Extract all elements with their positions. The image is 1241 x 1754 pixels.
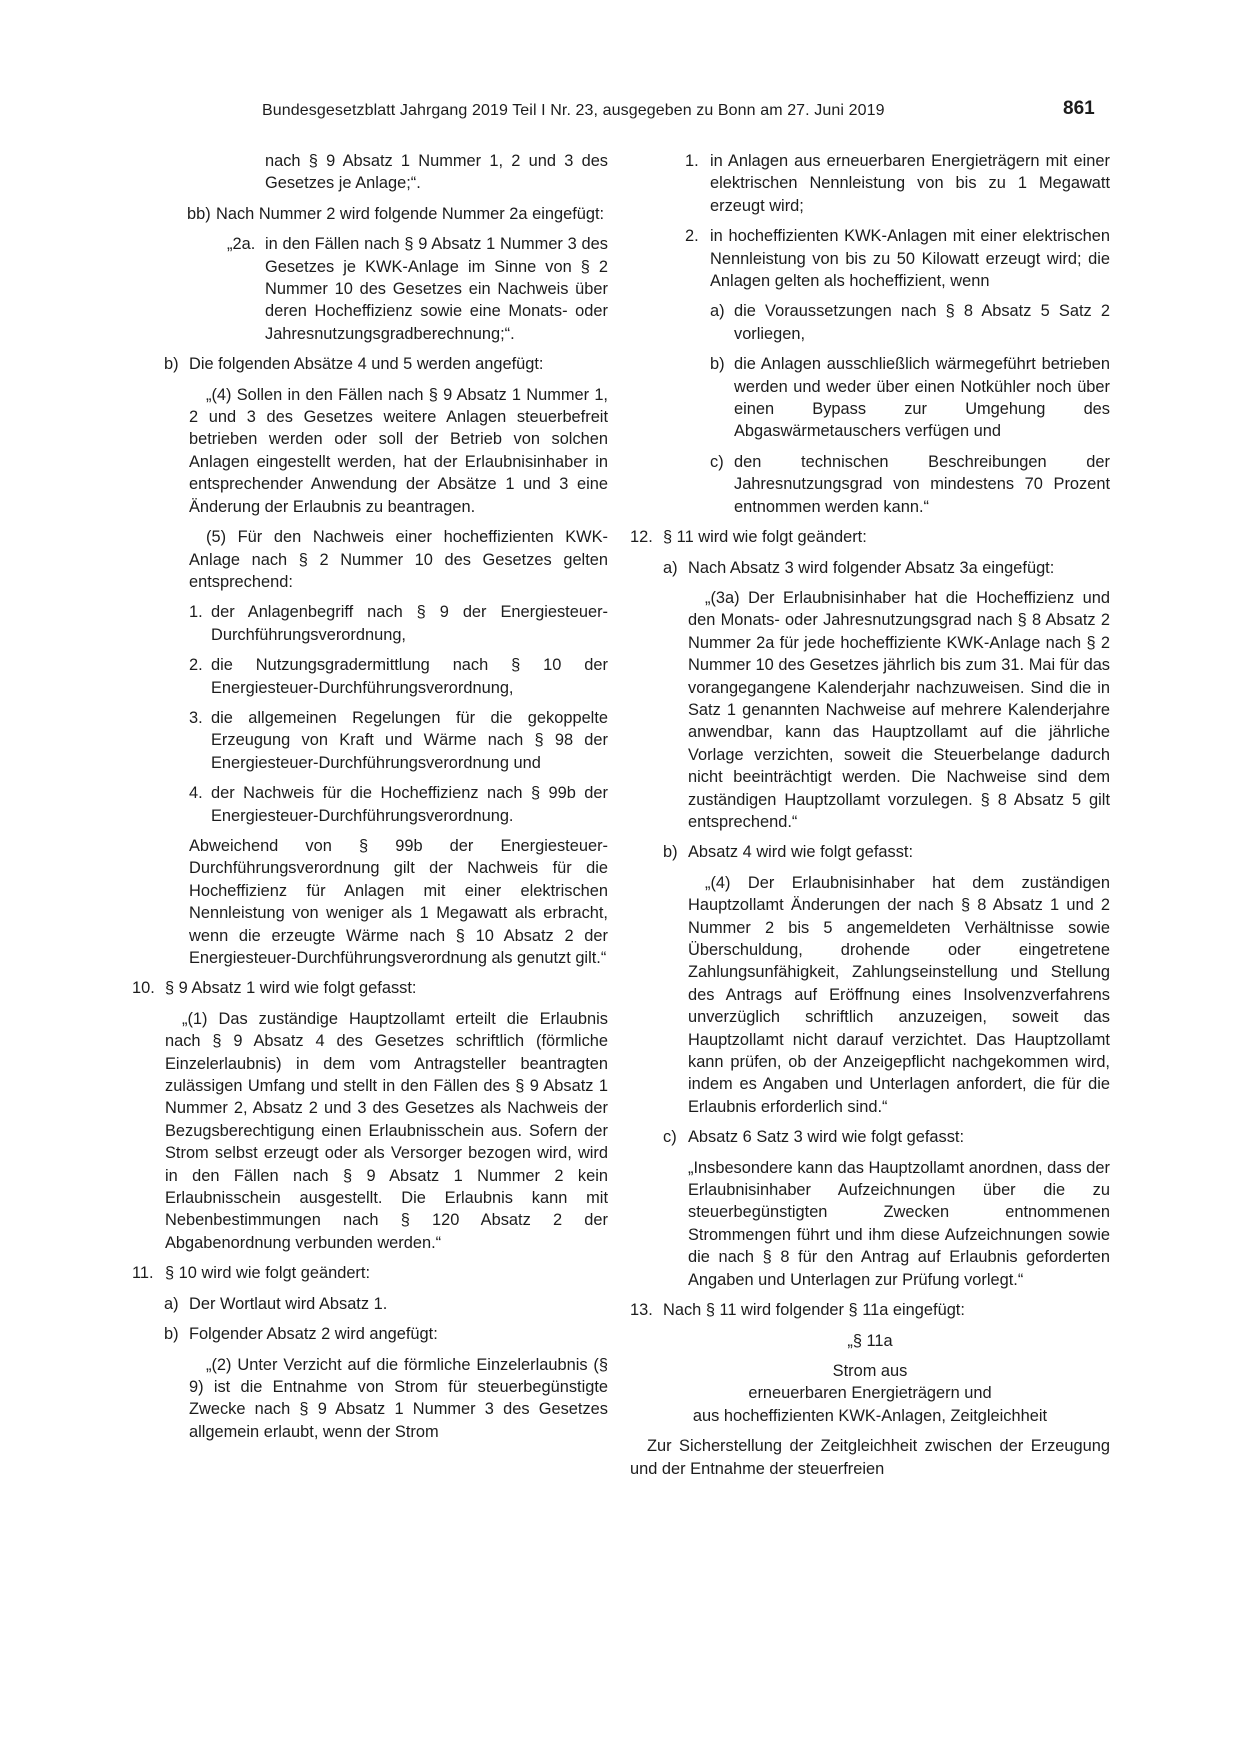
paragraph-3a: „(3a) Der Erlaubnisinhaber hat die Hocheffizienz und den Monats- oder Jahresnutzungsgrad nach § 8 Absatz 2 Nummer 2a für jede hocheffiziente KWK-Anlage nach § 2 Nummer 10 des Gesetzes jährlich bis zum 31. Mai für das vorangegangene Kalenderjahr nachzuweisen. Sind die in Satz 1 genannten Nachweise auf mehrere Kalenderjahre anwendbar, kann das Hauptzollamt auf die jährliche Vorlage verzichten, soweit die Steuerbelange dadurch nicht beeinträchtigt werden. Die Nachweise sind dem zuständigen Hauptzollamt vorzulegen. § 8 Absatz 5 gilt entsprechend.“: [688, 588, 1110, 831]
continuation-text: nach § 9 Absatz 1 Nummer 1, 2 und 3 des Gesetzes je Anlage;“.: [265, 152, 608, 193]
item-text: in den Fällen nach § 9 Absatz 1 Nummer 3 des Gesetzes je KWK-Anlage im Sinne von § 2 Nummer 10 des Gesetzes ein Nachweis über deren Hocheffizienz sowie eine Monats- oder Jahresnutzungsgradberechnung;“.: [265, 235, 608, 343]
item-text: Absatz 4 wird wie folgt gefasst:: [688, 843, 914, 862]
item-12: [630, 526, 1110, 548]
item-text: in hocheffizienten KWK-Anlagen mit einer elektrischen Nennleistung von bis zu 50 Kilowatt erzeugt wird; die Anlagen gelten als hocheffizient, wenn: [710, 227, 1110, 291]
section-title-line: erneuerbaren Energieträgern und: [748, 1384, 992, 1403]
item-12c: [663, 1126, 1110, 1148]
item-label: 11.: [132, 1264, 154, 1283]
item-11b: [164, 1323, 608, 1345]
item-label: a): [164, 1294, 179, 1313]
item-text: Der Wortlaut wird Absatz 1.: [189, 1294, 388, 1313]
item-text: die Voraussetzungen nach § 8 Absatz 5 Satz 2 vorliegen,: [734, 302, 1110, 343]
item-label: bb): [187, 204, 211, 223]
paragraph-9-1: „(1) Das zuständige Hauptzollamt erteilt die Erlaubnis nach § 9 Absatz 4 des Gesetzes schriftlich (förmliche Einzelerlaubnis) in dem vom Antragsteller beantragten zulässigen Umfang und stellt in den Fällen des § 9 Absatz 1 Nummer 2, Absatz 2 und 3 des Gesetzes als Nachweis der Bezugsberechtigung einen Erlaubnisschein aus. Sofern der Strom selbst erzeugt oder als Versorger bezogen wird, wird in den Fällen nach § 9 Absatz 1 Nummer 2 kein Erlaubnisschein ausgestellt. Die Erlaubnis kann mit Nebenbestimmungen nach § 120 Absatz 2 der Abgabenordnung verbunden werden.“: [165, 1009, 608, 1252]
item-label: 1.: [189, 603, 203, 622]
list-item: [710, 300, 1110, 345]
item-label: 2.: [685, 227, 699, 246]
list-item: [710, 353, 1110, 443]
item-label: b): [164, 1325, 179, 1344]
item-text: Die folgenden Absätze 4 und 5 werden angefügt:: [189, 355, 544, 374]
page-header: Bundesgesetzblatt Jahrgang 2019 Teil I Nr. 23, ausgegeben zu Bonn am 27. Juni 2019: [262, 102, 885, 119]
item-label: b): [710, 355, 725, 374]
item-12a: [663, 557, 1110, 579]
paragraph-6-3: „Insbesondere kann das Hauptzollamt anordnen, dass der Erlaubnisinhaber Aufzeichnungen über die zu steuerbegünstigten Zwecken entnommenen Strommengen führt und ihm diese Aufzeichnungen sowie die nach § 8 für den Antrag auf Erlaubnis geforderten Angaben und Unterlagen zur Prüfung vorlegt.“: [688, 1158, 1110, 1289]
section-title: [630, 1360, 1110, 1427]
paragraph-abweichend: Abweichend von § 99b der Energiesteuer-Durchführungsverordnung gilt der Nachweis für die Hocheffizienz für Anlagen mit einer elektrischen Nennleistung von weniger als 1 Megawatt als erbracht, wenn die erzeugte Wärme nach § 10 Absatz 2 der Energiesteuer-Durchführungsverordnung als genutzt gilt.“: [189, 836, 608, 967]
item-label: a): [710, 302, 725, 321]
paragraph-10-2: „(2) Unter Verzicht auf die förmliche Einzelerlaubnis (§ 9) ist die Entnahme von Strom für steuerbegünstigte Zwecke nach § 9 Absatz 1 Nummer 3 des Gesetzes allgemein erlaubt, wenn der Strom: [189, 1355, 608, 1441]
item-text: § 10 wird wie folgt geändert:: [165, 1264, 371, 1283]
item-label: b): [663, 843, 678, 862]
list-item: [685, 225, 1110, 292]
section-title-line: Strom aus: [832, 1361, 908, 1380]
item-text: Folgender Absatz 2 wird angefügt:: [189, 1325, 438, 1344]
item-label: 4.: [189, 784, 203, 803]
page-number: 861: [1063, 98, 1095, 119]
item-11: [132, 1262, 608, 1284]
list-item: [189, 601, 608, 646]
item-label: 2.: [189, 656, 203, 675]
section-body: Zur Sicherstellung der Zeitgleichheit zwischen der Erzeugung und der Entnahme der steuerfreien: [630, 1437, 1110, 1478]
item-text: Nach Absatz 3 wird folgender Absatz 3a eingefügt:: [688, 558, 1055, 577]
paragraph-abs5: (5) Für den Nachweis einer hocheffizienten KWK-Anlage nach § 2 Nummer 10 des Gesetzes gelten entsprechend:: [189, 528, 608, 591]
paragraph-4: „(4) Der Erlaubnisinhaber hat dem zuständigen Hauptzollamt Änderungen der nach § 8 Absatz 1 und 2 Nummer 2 bis 5 angemeldeten Verhältnisse sowie Überschuldung, drohende oder eingetretene Zahlungsunfähigkeit, Zahlungseinstellung und Stellung des Antrags auf Eröffnung eines Insolvenzverfahrens unverzüglich schriftlich anzuzeigen, soweit das Hauptzollamt nicht darauf verzichtet. Das Hauptzollamt kann prüfen, ob der Anzeigepflicht nachgekommen wird, indem es Angaben und Unterlagen anfordert, die für die Erlaubnis erforderlich sind.“: [688, 873, 1110, 1116]
item-label: b): [164, 355, 179, 374]
item-text: die allgemeinen Regelungen für die gekoppelte Erzeugung von Kraft und Wärme nach § 98 der Energiesteuer-Durchführungsverordnung und: [211, 708, 608, 772]
section-number: „§ 11a: [847, 1331, 893, 1350]
item-text: in Anlagen aus erneuerbaren Energieträgern mit einer elektrischen Nennleistung von bis zu 1 Megawatt erzeugt wird;: [710, 152, 1110, 215]
item-11a: [164, 1293, 608, 1315]
list-item: [189, 782, 608, 827]
item-text: Nach Nummer 2 wird folgende Nummer 2a eingefügt:: [216, 204, 605, 223]
list-item: [189, 654, 608, 699]
item-label: 12.: [630, 528, 653, 547]
list-item: [189, 707, 608, 774]
item-text: die Anlagen ausschließlich wärmegeführt betrieben werden und weder über einen Notkühler noch über einen Bypass zur Umgehung des Abgaswärmetauschers verfügen und: [734, 355, 1110, 441]
item-b: [164, 353, 608, 375]
left-column: [128, 150, 608, 1451]
item-text: der Anlagenbegriff nach § 9 der Energiesteuer-Durchführungsverordnung,: [211, 603, 608, 644]
item-label: 13.: [630, 1301, 653, 1320]
item-text: die Nutzungsgradermittlung nach § 10 der Energiesteuer-Durchführungsverordnung,: [211, 656, 608, 697]
item-label: a): [663, 558, 678, 577]
list-item: [685, 150, 1110, 217]
item-10: [132, 977, 608, 999]
item-text: § 11 wird wie folgt geändert:: [663, 528, 867, 547]
item-label: c): [710, 452, 724, 471]
item-text: den technischen Beschreibungen der Jahresnutzungsgrad von mindestens 70 Prozent entnommen werden kann.“: [734, 452, 1110, 516]
item-text: Nach § 11 wird folgender § 11a eingefügt:: [663, 1301, 965, 1320]
item-label: 10.: [132, 979, 155, 998]
item-text: Absatz 6 Satz 3 wird wie folgt gefasst:: [688, 1128, 965, 1147]
item-label: „2a.: [227, 235, 256, 254]
item-label: c): [663, 1128, 677, 1147]
item-13: [630, 1299, 1110, 1321]
item-text: der Nachweis für die Hocheffizienz nach § 99b der Energiesteuer-Durchführungsverordnung.: [211, 784, 608, 825]
item-label: 3.: [189, 708, 203, 727]
item-2a: [227, 233, 608, 345]
right-column: [630, 150, 1110, 1488]
section-title-line: aus hocheffizienten KWK-Anlagen, Zeitgleichheit: [692, 1406, 1048, 1425]
item-label: 1.: [685, 152, 699, 170]
item-bb: [187, 203, 608, 225]
paragraph-abs4: „(4) Sollen in den Fällen nach § 9 Absatz 1 Nummer 1, 2 und 3 des Gesetzes weitere Anlagen steuerbefreit betrieben werden oder soll der Betrieb von solchen Anlagen eingestellt werden, hat der Erlaubnisinhaber in entsprechender Anwendung der Absätze 1 und 3 eine Änderung der Erlaubnis zu beantragen.: [189, 385, 608, 516]
item-12b: [663, 841, 1110, 863]
item-text: § 9 Absatz 1 wird wie folgt gefasst:: [165, 979, 417, 998]
list-item: [710, 451, 1110, 518]
